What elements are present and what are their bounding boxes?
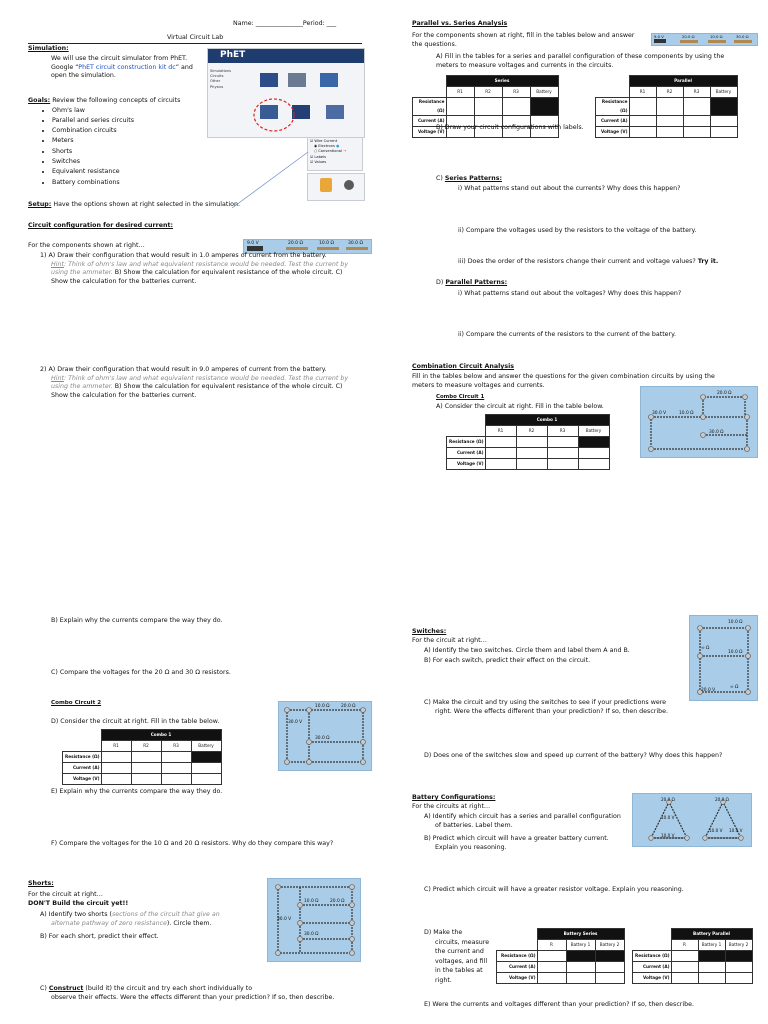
table-row-label: Voltage (V) [413, 127, 447, 138]
table-col-header: Battery 1 [698, 940, 725, 951]
title-rule [28, 43, 362, 44]
goal-item: • Switches [52, 157, 134, 167]
table-cell[interactable] [629, 127, 656, 138]
table-col-header: R2 [131, 741, 161, 752]
battery-label: 9.0 V [247, 241, 259, 246]
table-cell[interactable] [725, 973, 752, 984]
table-cell[interactable] [566, 962, 595, 973]
resistor-icon [680, 40, 698, 43]
table-cell-blocked [710, 98, 737, 116]
table-cell-blocked [530, 98, 558, 116]
table-row-label: Voltage (V) [633, 973, 672, 984]
table-title: Parallel [629, 76, 737, 87]
table-col-header: R3 [683, 87, 710, 98]
resistor-label: 20.0 Ω [682, 34, 695, 39]
table-cell[interactable] [595, 973, 624, 984]
resistor-label: 10.0 Ω [728, 650, 743, 655]
table-cell[interactable] [537, 962, 566, 973]
battery-label: 30.0 V [652, 411, 667, 416]
phet-sidebar [210, 69, 231, 90]
switches-circuit-diagram [689, 615, 758, 701]
table-cell[interactable] [537, 973, 566, 984]
table-row-label: Current (A) [596, 116, 630, 127]
simulation-line-2: Google “PhET circuit construction kit dc” and [51, 63, 193, 71]
setup-text: Have the options shown at right selected in the simulation. [53, 201, 240, 208]
battery-question-c: C) Predict which circuit will have a greater resistor voltage. Explain you reasoning. [424, 886, 684, 893]
battery-parallel-table [632, 928, 753, 984]
resistor-label: 20.0 Ω [330, 899, 345, 904]
goal-item: • Combination circuits [52, 126, 134, 136]
phet-thumbnail [260, 73, 278, 87]
switches-intro: For the circuit at right… [412, 637, 487, 644]
table-row-label: Current (A) [413, 116, 447, 127]
table-cell[interactable] [101, 752, 131, 763]
table-cell[interactable] [683, 127, 710, 138]
series-question-i: i) What patterns stand out about the currents? Why does this happen? [458, 185, 681, 192]
table-cell[interactable] [516, 459, 547, 470]
table-cell-blocked [725, 951, 752, 962]
battery-question-e: E) Were the currents and voltages different than your prediction? If so, then describe. [424, 1001, 694, 1008]
table-cell[interactable] [191, 763, 221, 774]
table-cell[interactable] [101, 763, 131, 774]
table-row-label: Resistance (Ω) [596, 98, 630, 116]
table-row-label: Voltage (V) [447, 459, 486, 470]
q1-a: 1) A) Draw their configuration that would result in 1.0 amperes of current from the battery. [40, 252, 327, 259]
table-cell[interactable] [131, 752, 161, 763]
phet-logo: PhET [220, 50, 246, 60]
resistor-label: 10.0 Ω [710, 34, 723, 39]
table-cell[interactable] [629, 116, 656, 127]
goal-item: • Shorts [52, 147, 134, 157]
resistor-label: 30.0 Ω [304, 932, 319, 937]
resistor-label: 10.0 Ω [319, 241, 334, 246]
shorts-intro: For the circuit at right… [28, 891, 103, 898]
battery-intro: For the circuits at right… [412, 803, 491, 810]
table-cell-blocked [191, 752, 221, 763]
table-row-label: Resistance (Ω) [447, 437, 486, 448]
phet-sidebar-item: Simulations [210, 69, 232, 73]
battery-circuits-diagram [632, 793, 752, 847]
table-title: Combo 1 [101, 730, 221, 741]
combo2-question-d: D) Consider the circuit at right. Fill in the table below. [51, 718, 220, 725]
battery-question-a: A) Identify which circuit has a series and parallel configuration of batteries. Label them. [424, 813, 621, 829]
table-cell-blocked [698, 951, 725, 962]
question-1: 1) A) Draw their configuration that would result in 1.0 amperes of current from the battery. Hint: Think of ohm's law and what equivalent resistance would be needed. Test the current by using the ammeter. B) Show the calculation for equivalent resistance of the whole circuit. C) Show the calculation for the batteries current. [40, 252, 360, 286]
combo2-table [62, 729, 222, 785]
meters-panel [307, 173, 365, 201]
table-cell[interactable] [698, 973, 725, 984]
goal-item: • Meters [52, 136, 134, 146]
goal-item: • Parallel and series circuits [52, 116, 134, 126]
table-cell[interactable] [485, 448, 516, 459]
resistor-label: 30.0 Ω [709, 430, 724, 435]
simulation-heading: Simulation: [28, 45, 69, 52]
battery-icon [247, 246, 263, 251]
ps-question-b: B) Draw your circuit configurations with labels. [436, 124, 584, 131]
battery-series-table [496, 928, 625, 984]
table-row-label: Resistance (Ω) [413, 98, 447, 116]
table-col-header: Battery [191, 741, 221, 752]
combo-analysis-heading: Combination Circuit Analysis [412, 363, 515, 370]
name-period-line: Name: _______________Period: ___ [233, 20, 337, 27]
highlight-circle [252, 97, 296, 133]
combo1-question-a: A) Consider the circuit at right. Fill in the table below. [436, 403, 604, 410]
combo2-question-f: F) Compare the voltages for the 10 Ω and 20 Ω resistors. Why do they compare this way? [51, 840, 334, 847]
table-cell[interactable] [671, 962, 698, 973]
table-cell[interactable] [683, 116, 710, 127]
table-cell-blocked [566, 951, 595, 962]
option-electrons[interactable]: ◉ Electrons ● [314, 144, 340, 149]
table-cell[interactable] [474, 98, 502, 116]
table-row-label: Voltage (V) [63, 774, 102, 785]
resistor-label: 20.0 Ω [288, 241, 303, 246]
circuit-config-intro: For the components shown at right… [28, 242, 145, 249]
table-title: Battery Series [537, 929, 624, 940]
switch-label: ∞ Ω [701, 646, 710, 651]
table-col-header: Battery 2 [595, 940, 624, 951]
table-cell[interactable] [710, 116, 737, 127]
table-title: Combo 1 [485, 415, 609, 426]
resistor-label: 10.0 Ω [304, 899, 319, 904]
resistor-label: 10.0 Ω [728, 620, 743, 625]
battery-label: 10.0 V [661, 833, 675, 838]
table-col-header: Battery 2 [725, 940, 752, 951]
resistor-label: 20.0 Ω [341, 704, 356, 709]
resistor-icon [708, 40, 726, 43]
parallel-series-intro: For the components shown at right, fill in the tables below and answer the questions. [412, 32, 635, 48]
resistor-label: 30.0 Ω [736, 34, 749, 39]
goal-item: • Equivalent resistance [52, 167, 134, 177]
table-row-label: Voltage (V) [497, 973, 538, 984]
battery-heading: Battery Configurations: [412, 794, 496, 801]
table-title: Battery Parallel [671, 929, 752, 940]
setup-block [28, 201, 240, 210]
battery-label: 30.0 V [288, 720, 303, 725]
table-cell[interactable] [547, 437, 578, 448]
table-col-header: Battery [710, 87, 737, 98]
question-2: 2) A) Draw their configuration that would result in 9.0 amperes of current from the battery. Hint: Think of ohm's law and what equivalent resistance would be needed. Test the current by using the ammeter. B) Show the calculation for equivalent resistance of the whole circuit. C) Show the calculation for the batteries current. [40, 366, 360, 400]
shorts-warning: DON'T Build the circuit yet!! [28, 900, 129, 907]
table-cell[interactable] [656, 127, 683, 138]
table-cell[interactable] [656, 116, 683, 127]
switches-heading: Switches: [412, 628, 447, 635]
combo2-heading: Combo Circuit 2 [51, 700, 102, 706]
table-row-label: Resistance (Ω) [63, 752, 102, 763]
table-col-header: Battery 1 [566, 940, 595, 951]
switches-question-c: C) Make the circuit and try using the switches to see if your predictions were right. Were the effects different than your prediction? If so, then describe. [424, 699, 669, 715]
goals-intro: Review the following concepts of circuits [52, 97, 181, 104]
table-cell-blocked [578, 437, 609, 448]
table-cell[interactable] [683, 98, 710, 116]
table-col-header: R1 [485, 426, 516, 437]
table-row-label: Current (A) [497, 962, 538, 973]
phet-sidebar-item: Other [210, 79, 221, 84]
battery-label: 10.0 V [661, 815, 675, 820]
table-col-header: R3 [547, 426, 578, 437]
pointer-line [230, 150, 310, 210]
table-col-header: R3 [502, 87, 530, 98]
table-cell[interactable] [161, 763, 191, 774]
table-cell[interactable] [485, 459, 516, 470]
option-conventional[interactable]: ○ Conventional → [314, 149, 347, 154]
phet-thumbnail [320, 73, 338, 87]
q2-c: Show the calculation for the batteries current. [51, 391, 197, 399]
battery-label: 10.0 V [709, 828, 723, 833]
table-cell[interactable] [710, 127, 737, 138]
phet-sidebar-item: Circuits [210, 74, 224, 79]
battery-label: 9.0 V [654, 34, 664, 39]
parallel-question-i: i) What patterns stand out about the voltages? Why does this happen? [458, 290, 682, 297]
combo1-question-c: C) Compare the voltages for the 20 Ω and 30 Ω resistors. [51, 669, 231, 676]
resistor-icon [734, 40, 752, 43]
circuit-config-heading: Circuit configuration for desired current: [28, 222, 174, 229]
table-col-header: Battery [530, 87, 558, 98]
battery-icon [654, 39, 666, 43]
table-cell[interactable] [547, 448, 578, 459]
option-values[interactable]: ☑ Values [310, 159, 327, 164]
table-row-label: Current (A) [63, 763, 102, 774]
combo1-table [446, 414, 610, 470]
shorts-question-b: B) For each short, predict their effect. [40, 933, 159, 940]
option-wire-current[interactable]: ☑ Wire Current [310, 139, 338, 143]
parallel-series-heading: Parallel vs. Series Analysis [412, 20, 508, 27]
table-row-label: Current (A) [447, 448, 486, 459]
page-title: Virtual Circuit Lab [167, 34, 224, 41]
table-cell[interactable] [547, 459, 578, 470]
combo1-question-b: B) Explain why the currents compare the way they do. [51, 617, 223, 624]
table-col-header: R2 [516, 426, 547, 437]
table-cell[interactable] [161, 752, 191, 763]
table-col-header: R1 [446, 87, 474, 98]
table-title: Series [446, 76, 558, 87]
option-labels[interactable]: ☑ Labels [310, 154, 326, 159]
battery-question-d: D) Make the circuits, measure the current and voltages, and fill in the tables at right. [424, 929, 490, 984]
resistor-icon [346, 247, 368, 250]
table-cell[interactable] [578, 459, 609, 470]
resistor-icon [317, 247, 339, 250]
table-row-label: Resistance (Ω) [497, 951, 538, 962]
setup-heading: Setup: [28, 201, 52, 208]
switches-question-d: D) Does one of the switches slow and speed up current of the battery? Why does this happen? [424, 752, 723, 759]
table-row-label: Resistance (Ω) [633, 951, 672, 962]
table-cell[interactable] [698, 962, 725, 973]
circuit-wires [633, 794, 751, 846]
battery-label: 30.0 V [277, 917, 292, 922]
table-cell[interactable] [446, 98, 474, 116]
combo2-circuit-diagram [278, 701, 372, 771]
battery-label: 10.0 V [729, 828, 743, 833]
parallel-table [595, 75, 738, 138]
resistor-label: 30.0 Ω [315, 736, 330, 741]
shorts-question-a: A) Identify two shorts (sections of the circuit that give an alternate pathway of zero resistance). Circle them. [40, 911, 220, 927]
shorts-question-c: C) Construct (build it) the circuit and try each short individually to observe their effects. Were the effects different than your prediction? If so, then describe. [40, 985, 335, 1001]
table-col-header: Battery [578, 426, 609, 437]
table-col-header: R [671, 940, 698, 951]
phet-screenshot [207, 48, 365, 138]
table-col-header: R2 [656, 87, 683, 98]
table-cell[interactable] [578, 448, 609, 459]
resistor-label: 10.0 Ω [315, 704, 330, 709]
combo1-heading: Combo Circuit 1 [436, 394, 485, 400]
table-cell[interactable] [656, 98, 683, 116]
simulation-text [51, 55, 201, 81]
battery-label: 20.0 V [701, 688, 716, 693]
q2-a: 2) A) Draw their configuration that would result in 9.0 amperes of current from the battery. [40, 366, 327, 373]
table-cell[interactable] [101, 774, 131, 785]
table-col-header: R1 [629, 87, 656, 98]
series-question-ii: ii) Compare the voltages used by the resistors to the voltage of the battery. [458, 227, 697, 234]
q1-c: Show the calculation for the batteries current. [51, 277, 197, 285]
table-row-label: Current (A) [633, 962, 672, 973]
simulation-line-1: We will use the circuit simulator from PhET. [51, 55, 188, 62]
combo-analysis-intro: Fill in the tables below and answer the questions for the given combination circuits by using the meters to measure voltages and currents. [412, 373, 715, 389]
shorts-circuit-diagram [267, 878, 361, 962]
phet-search-link[interactable]: PhET circuit construction kit dc [78, 63, 176, 71]
table-cell[interactable] [537, 951, 566, 962]
resistor-label: 20.0 Ω [717, 391, 732, 396]
table-cell[interactable] [131, 774, 161, 785]
resistor-label: 20.0 Ω [715, 797, 729, 802]
goals-block [28, 97, 180, 106]
table-cell[interactable] [502, 98, 530, 116]
table-row-label: Voltage (V) [596, 127, 630, 138]
resistor-icon [286, 247, 308, 250]
table-cell[interactable] [161, 774, 191, 785]
table-cell[interactable] [595, 962, 624, 973]
ammeter-icon [344, 180, 354, 190]
resistor-label: 10.0 Ω [679, 411, 694, 416]
voltmeter-icon [320, 178, 332, 192]
ps-components-bar [651, 33, 758, 46]
table-cell[interactable] [629, 98, 656, 116]
resistor-label: 20.0 Ω [661, 797, 675, 802]
table-cell[interactable] [516, 448, 547, 459]
ps-question-a: A) Fill in the tables for a series and parallel configuration of these components by using the meters to measure voltages and currents in the circuits. [436, 53, 725, 69]
table-col-header: R2 [474, 87, 502, 98]
series-question-iii: iii) Does the order of the resistors change their current and voltage values? Try it. [458, 258, 719, 265]
parallel-question-ii: ii) Compare the currents of the resistors to the current of the battery. [458, 331, 676, 338]
circuit-wires [641, 387, 757, 457]
resistor-label: 30.0 Ω [348, 241, 363, 246]
combo1-circuit-diagram [640, 386, 758, 458]
battery-question-b: B) Predict which circuit will have a greater battery current. Explain you reasoning. [424, 835, 609, 851]
switches-question-b: B) For each switch, predict their effect on the circuit. [424, 657, 591, 664]
goal-item: • Battery combinations [52, 178, 134, 188]
goals-heading: Goals: [28, 97, 51, 104]
table-cell[interactable] [191, 774, 221, 785]
table-cell[interactable] [131, 763, 161, 774]
phet-thumbnail [288, 73, 306, 87]
table-cell-blocked [595, 951, 624, 962]
table-cell[interactable] [485, 437, 516, 448]
switch-label: ∞ Ω [730, 685, 739, 690]
shorts-heading: Shorts: [28, 880, 54, 887]
table-col-header: R3 [161, 741, 191, 752]
goal-item: • Ohm's law [52, 106, 134, 116]
table-col-header: R1 [101, 741, 131, 752]
switches-question-a: A) Identify the two switches. Circle them and label them A and B. [424, 647, 630, 654]
goals-list [38, 106, 134, 188]
options-panel [307, 137, 363, 171]
series-patterns: C) Series Patterns: [436, 175, 502, 182]
table-cell[interactable] [725, 962, 752, 973]
table-cell[interactable] [516, 437, 547, 448]
table-cell[interactable] [671, 973, 698, 984]
phet-thumbnail [326, 105, 344, 119]
parallel-patterns: D) Parallel Patterns: [436, 279, 508, 286]
table-cell[interactable] [671, 951, 698, 962]
table-col-header: R [537, 940, 566, 951]
simulation-line-3: open the simulation. [51, 72, 116, 80]
phet-sidebar-item: Physics [210, 84, 224, 89]
table-cell[interactable] [566, 973, 595, 984]
combo2-question-e: E) Explain why the currents compare the way they do. [51, 788, 223, 795]
